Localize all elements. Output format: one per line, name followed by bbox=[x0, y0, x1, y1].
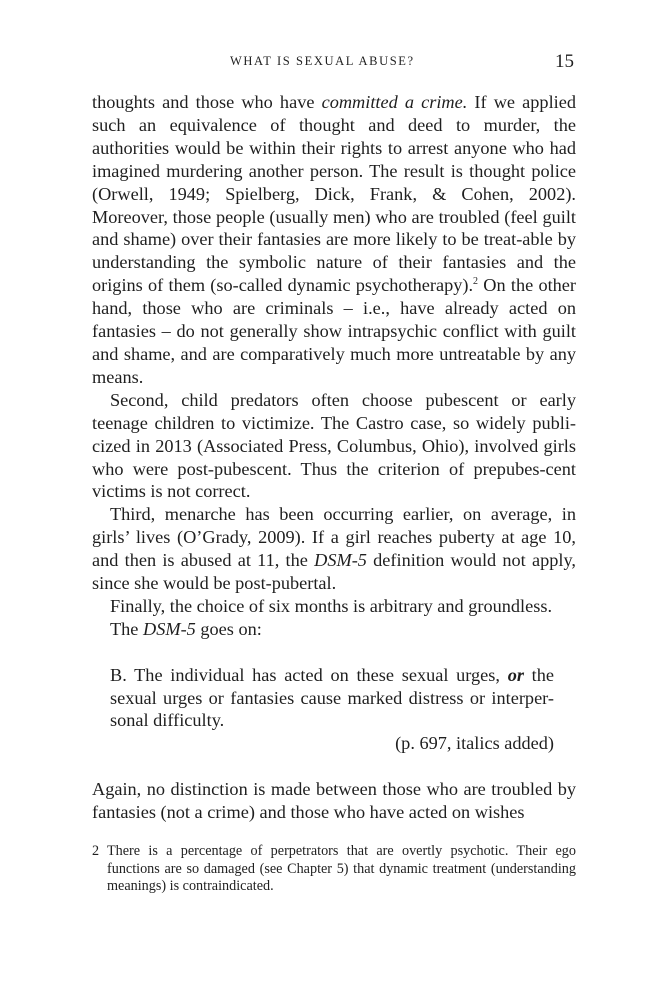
paragraph-5 bbox=[92, 618, 576, 641]
running-title: WHAT IS SEXUAL ABUSE? bbox=[230, 54, 415, 68]
paragraph-1 bbox=[92, 91, 576, 389]
paragraph-5-text-a: The bbox=[110, 618, 143, 639]
block-quote-text-a: B. The individual has acted on these sexual urges, bbox=[110, 664, 508, 685]
paragraph-3 bbox=[92, 503, 576, 595]
paragraph-6: Again, no distinction is made between those who are troubled by fantasies (not a crime) and those who have acted on wishes bbox=[92, 779, 576, 823]
book-page bbox=[92, 0, 576, 1000]
footnote-text: There is a percentage of perpetrators that are overtly psychotic. Their ego functions are so damaged (see Chapter 5) that dynamic treatment (understanding meanings) is contraindicated. bbox=[107, 843, 576, 894]
paragraph-4: Finally, the choice of six months is arbitrary and groundless. bbox=[110, 595, 553, 616]
paragraph-3-text-b: definition would not apply, since she would be post-pubertal. bbox=[92, 550, 576, 594]
footnote-number: 2 bbox=[92, 843, 100, 859]
body-text bbox=[92, 91, 576, 824]
block-quote-emphasis: or bbox=[507, 664, 524, 685]
block-quote-text-b: the sexual urges or fantasies cause marked distress or interper-sonal difficulty. bbox=[110, 664, 555, 731]
paragraph-5-italic: DSM-5 bbox=[143, 618, 196, 639]
footnote-reference: 2 bbox=[473, 276, 479, 288]
paragraph-3-text-a: Third, menarche has been occurring earlier, on average, in girls’ lives (O’Grady, 2009). If a girl reaches puberty at age 10, and then is abused at 11, the bbox=[92, 504, 576, 571]
paragraph-1-italic: committed a crime. bbox=[321, 92, 468, 112]
paragraph-5-text-b: goes on: bbox=[195, 618, 262, 639]
running-header bbox=[92, 52, 576, 74]
block-quote-spacer-top bbox=[92, 641, 576, 664]
footnote bbox=[92, 843, 576, 896]
paragraph-1-text-a: thoughts and those who have bbox=[92, 92, 322, 112]
paragraph-2: Second, child predators often choose pubescent or early teenage children to victimize. The Castro case, so widely publi-cized in 2013 (Associated Press, Columbus, Ohio), involved girls who were post-pubescent. Thus the criterion of prepubes-cent victims is not correct. bbox=[92, 389, 576, 502]
quote-citation: (p. 697, italics added) bbox=[395, 733, 554, 754]
block-quote bbox=[92, 664, 576, 733]
paragraph-1-text-c: On the other hand, those who are criminals – i.e., have already acted on fantasies – do not generally show intrapsychic conflict with guilt and shame, and are comparatively much more untreatable by any means. bbox=[92, 275, 577, 387]
page-number: 15 bbox=[555, 51, 574, 72]
paragraph-3-italic: DSM-5 bbox=[314, 550, 367, 571]
block-quote-spacer-bottom bbox=[92, 755, 576, 778]
paragraph-1-text-b: If we applied such an equivalence of thought and deed to murder, the authorities would be within their rights to arrest anyone who had imagined murdering another person. The result is thought police (Orwell, 1949; Spielberg, Dick, Frank, & Cohen, 2002). Moreover, those people (usually men) who are troubled (feel guilt and shame) over their fantasies are more likely to be treat-able by understanding the symbolic nature of their fantasies and the origins of them (so-called dynamic psychotherapy). bbox=[92, 92, 576, 296]
